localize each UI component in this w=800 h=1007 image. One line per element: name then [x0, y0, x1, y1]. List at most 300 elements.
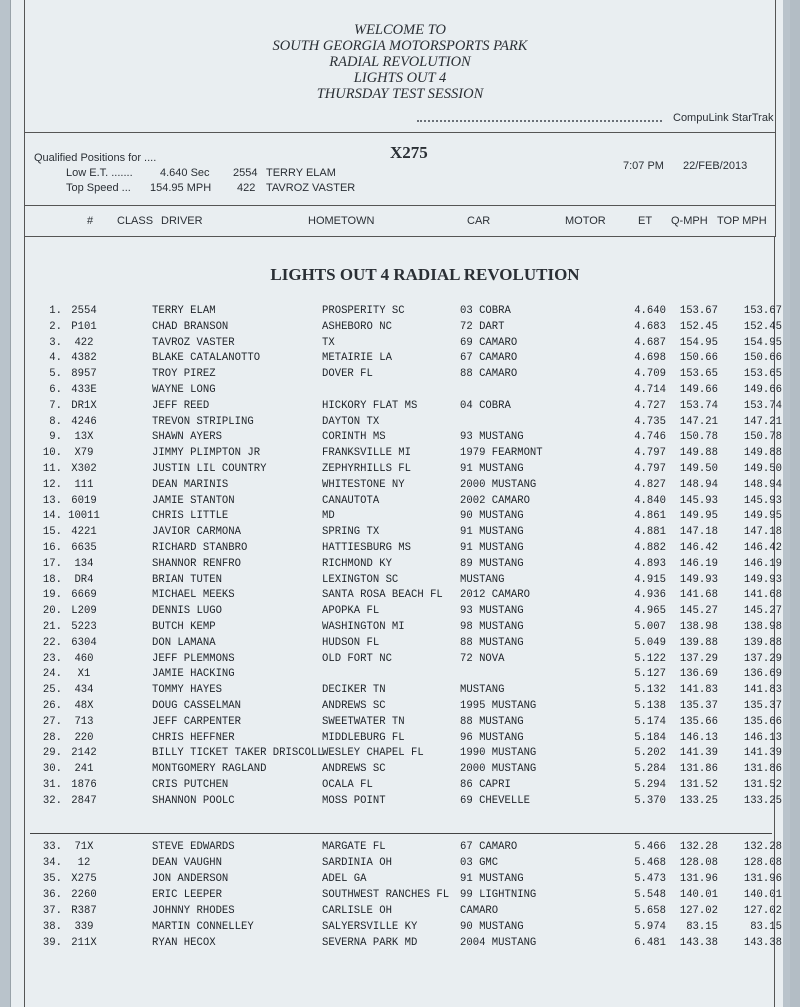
- row-et: 5.658: [634, 905, 666, 917]
- row-driver: SHANNON POOLC: [152, 795, 235, 807]
- row-driver: CHAD BRANSON: [152, 321, 229, 333]
- row-qmph: 127.02: [679, 905, 718, 917]
- row-qmph: 153.67: [679, 305, 718, 317]
- row-et: 5.466: [634, 841, 666, 853]
- row-position: 12.: [42, 479, 62, 491]
- row-qmph: 131.96: [679, 873, 718, 885]
- row-qmph: 143.38: [679, 937, 718, 949]
- row-et: 5.468: [634, 857, 666, 869]
- row-driver: TREVON STRIPLING: [152, 416, 254, 428]
- low-et-value: 4.640 Sec: [160, 167, 210, 179]
- top-speed-value: 154.95 MPH: [150, 182, 212, 194]
- row-hometown: SALYERSVILLE KY: [322, 921, 418, 933]
- table-row: [0, 653, 800, 669]
- row-position: 13.: [42, 495, 62, 507]
- row-position: 35.: [42, 873, 62, 885]
- dotted-rule: [417, 120, 662, 122]
- row-driver: BLAKE CATALANOTTO: [152, 352, 261, 364]
- row-et: 4.827: [634, 479, 666, 491]
- row-qmph: 149.95: [679, 510, 718, 522]
- table-row: [0, 337, 800, 353]
- table-row: [0, 463, 800, 479]
- row-et: 4.746: [634, 431, 666, 443]
- row-topmph: 141.68: [743, 589, 782, 601]
- row-car: 98 MUSTANG: [460, 621, 524, 633]
- row-topmph: 128.08: [743, 857, 782, 869]
- row-et: 5.184: [634, 732, 666, 744]
- row-hometown: DECIKER TN: [322, 684, 386, 696]
- row-car-number: 4246: [71, 416, 97, 428]
- row-topmph: 145.27: [743, 605, 782, 617]
- row-topmph: 131.96: [743, 873, 782, 885]
- row-position: 4.: [49, 352, 62, 364]
- row-car: 69 CAMARO: [460, 337, 518, 349]
- row-topmph: 148.94: [743, 479, 782, 491]
- time-stamp: 7:07 PM: [623, 160, 664, 172]
- row-car-number: 220: [74, 732, 94, 744]
- row-car-number: 13X: [74, 431, 94, 443]
- row-car-number: 422: [74, 337, 94, 349]
- row-topmph: 143.38: [743, 937, 782, 949]
- table-row: [0, 400, 800, 416]
- row-driver: MONTGOMERY RAGLAND: [152, 763, 267, 775]
- row-et: 5.294: [634, 779, 666, 791]
- row-car: 2002 CAMARO: [460, 495, 530, 507]
- row-position: 38.: [42, 921, 62, 933]
- row-car-number: 6635: [71, 542, 97, 554]
- row-driver: TROY PIREZ: [152, 368, 216, 380]
- row-topmph: 153.65: [743, 368, 782, 380]
- row-hometown: HUDSON FL: [322, 637, 380, 649]
- row-et: 5.202: [634, 747, 666, 759]
- row-driver: TOMMY HAYES: [152, 684, 222, 696]
- row-car-number: 6019: [71, 495, 97, 507]
- col-et: ET: [638, 215, 653, 227]
- row-topmph: 146.42: [743, 542, 782, 554]
- row-driver: JAMIE STANTON: [152, 495, 235, 507]
- row-et: 5.127: [634, 668, 666, 680]
- header-box: [24, 0, 776, 206]
- row-et: 4.882: [634, 542, 666, 554]
- row-car: 04 COBRA: [460, 400, 511, 412]
- row-hometown: TX: [322, 337, 335, 349]
- row-topmph: 146.13: [743, 732, 782, 744]
- row-car: 90 MUSTANG: [460, 921, 524, 933]
- row-car: 99 LIGHTNING: [460, 889, 537, 901]
- row-car-number: 4382: [71, 352, 97, 364]
- row-topmph: 145.93: [743, 495, 782, 507]
- row-car: 86 CAPRI: [460, 779, 511, 791]
- row-topmph: 149.66: [743, 384, 782, 396]
- row-qmph: 146.13: [679, 732, 718, 744]
- row-topmph: 149.50: [743, 463, 782, 475]
- row-car: 2000 MUSTANG: [460, 763, 537, 775]
- row-position: 16.: [42, 542, 62, 554]
- table-row: [0, 668, 800, 684]
- table-row: [0, 637, 800, 653]
- col-class: CLASS: [117, 215, 154, 227]
- row-car: 2012 CAMARO: [460, 589, 530, 601]
- row-car-number: X302: [71, 463, 97, 475]
- row-car: 93 MUSTANG: [460, 605, 524, 617]
- table-row: [0, 510, 800, 526]
- row-et: 4.709: [634, 368, 666, 380]
- row-car-number: 2847: [71, 795, 97, 807]
- row-driver: TAVROZ VASTER: [152, 337, 235, 349]
- row-position: 34.: [42, 857, 62, 869]
- row-qmph: 149.66: [679, 384, 718, 396]
- row-car-number: X1: [77, 668, 91, 680]
- row-et: 5.049: [634, 637, 666, 649]
- row-car-number: 2142: [71, 747, 97, 759]
- col-num: #: [87, 215, 94, 227]
- row-position: 36.: [42, 889, 62, 901]
- row-position: 23.: [42, 653, 62, 665]
- row-hometown: SOUTHWEST RANCHES FL: [322, 889, 450, 901]
- row-position: 39.: [42, 937, 62, 949]
- row-et: 5.174: [634, 716, 666, 728]
- table-row: [0, 747, 800, 763]
- row-topmph: 152.45: [743, 321, 782, 333]
- session-name: THURSDAY TEST SESSION: [316, 86, 484, 102]
- row-driver: BILLY TICKET TAKER DRISCOLL: [152, 747, 324, 759]
- row-et: 4.881: [634, 526, 666, 538]
- table-row: [0, 716, 800, 732]
- row-hometown: APOPKA FL: [322, 605, 380, 617]
- row-et: 5.370: [634, 795, 666, 807]
- row-car: 03 GMC: [460, 857, 499, 869]
- row-et: 4.714: [634, 384, 666, 396]
- row-car: 93 MUSTANG: [460, 431, 524, 443]
- row-position: 14.: [42, 510, 62, 522]
- row-hometown: FRANKSVILLE MI: [322, 447, 412, 459]
- row-topmph: 83.15: [750, 921, 782, 933]
- row-car: 1995 MUSTANG: [460, 700, 537, 712]
- row-car-number: 713: [74, 716, 94, 728]
- row-hometown: MIDDLEBURG FL: [322, 732, 405, 744]
- row-car: 90 MUSTANG: [460, 510, 524, 522]
- column-header-bar: [24, 206, 776, 237]
- row-qmph: 153.65: [679, 368, 718, 380]
- row-position: 30.: [42, 763, 62, 775]
- top-speed-driver: TAVROZ VASTER: [266, 182, 356, 194]
- row-topmph: 146.19: [743, 558, 782, 570]
- table-row: [0, 905, 800, 921]
- row-qmph: 83.15: [686, 921, 718, 933]
- col-driver: DRIVER: [161, 215, 203, 227]
- row-topmph: 147.21: [743, 416, 782, 428]
- table-row: [0, 732, 800, 748]
- row-position: 5.: [49, 368, 62, 380]
- table-row: [0, 621, 800, 637]
- row-car-number: 10011: [68, 510, 100, 522]
- row-driver: JEFF PLEMMONS: [152, 653, 235, 665]
- col-topmph: TOP MPH: [717, 215, 767, 227]
- row-position: 26.: [42, 700, 62, 712]
- row-et: 4.893: [634, 558, 666, 570]
- date-stamp: 22/FEB/2013: [683, 160, 748, 172]
- table-row: [0, 605, 800, 621]
- row-topmph: 141.83: [743, 684, 782, 696]
- row-driver: JOHNNY RHODES: [152, 905, 235, 917]
- table-row: [0, 779, 800, 795]
- row-qmph: 152.45: [679, 321, 718, 333]
- row-position: 27.: [42, 716, 62, 728]
- row-position: 24.: [42, 668, 62, 680]
- row-hometown: OCALA FL: [322, 779, 373, 791]
- row-driver: MICHAEL MEEKS: [152, 589, 235, 601]
- table-row: [0, 889, 800, 905]
- row-et: 4.797: [634, 463, 666, 475]
- row-car: CAMARO: [460, 905, 499, 917]
- row-qmph: 149.50: [679, 463, 718, 475]
- low-et-label: Low E.T. .......: [66, 167, 133, 179]
- row-position: 33.: [42, 841, 62, 853]
- row-car-number: DR4: [74, 574, 94, 586]
- row-et: 4.797: [634, 447, 666, 459]
- row-car: 91 MUSTANG: [460, 542, 524, 554]
- row-qmph: 145.93: [679, 495, 718, 507]
- row-driver: SHAWN AYERS: [152, 431, 222, 443]
- row-position: 21.: [42, 621, 62, 633]
- row-topmph: 153.74: [743, 400, 782, 412]
- row-qmph: 150.66: [679, 352, 718, 364]
- row-topmph: 150.78: [743, 431, 782, 443]
- row-et: 6.481: [634, 937, 666, 949]
- row-position: 11.: [42, 463, 62, 475]
- row-position: 19.: [42, 589, 62, 601]
- row-et: 4.698: [634, 352, 666, 364]
- row-hometown: OLD FORT NC: [322, 653, 392, 665]
- row-car-number: X79: [74, 447, 94, 459]
- row-position: 20.: [42, 605, 62, 617]
- row-car: 03 COBRA: [460, 305, 511, 317]
- row-position: 17.: [42, 558, 62, 570]
- row-et: 5.132: [634, 684, 666, 696]
- row-topmph: 154.95: [743, 337, 782, 349]
- row-topmph: 149.93: [743, 574, 782, 586]
- row-driver: STEVE EDWARDS: [152, 841, 235, 853]
- row-car: 91 MUSTANG: [460, 463, 524, 475]
- row-topmph: 147.18: [743, 526, 782, 538]
- col-hometown: HOMETOWN: [308, 215, 375, 227]
- row-driver: JEFF CARPENTER: [152, 716, 242, 728]
- row-car: 2000 MUSTANG: [460, 479, 537, 491]
- row-qmph: 139.88: [679, 637, 718, 649]
- row-car: 72 DART: [460, 321, 505, 333]
- row-qmph: 154.95: [679, 337, 718, 349]
- top-speed-label: Top Speed ...: [66, 182, 131, 194]
- row-car: 88 MUSTANG: [460, 716, 524, 728]
- row-et: 4.640: [634, 305, 666, 317]
- row-hometown: SWEETWATER TN: [322, 716, 405, 728]
- row-position: 18.: [42, 574, 62, 586]
- row-qmph: 140.01: [679, 889, 718, 901]
- row-qmph: 131.86: [679, 763, 718, 775]
- row-qmph: 132.28: [679, 841, 718, 853]
- row-car: 88 CAMARO: [460, 368, 518, 380]
- row-car-number: 433E: [71, 384, 97, 396]
- row-car: MUSTANG: [460, 574, 505, 586]
- welcome-line: WELCOME TO: [354, 22, 446, 38]
- row-driver: RICHARD STANBRO: [152, 542, 248, 554]
- row-position: 7.: [49, 400, 62, 412]
- row-qmph: 141.68: [679, 589, 718, 601]
- row-et: 5.974: [634, 921, 666, 933]
- row-position: 31.: [42, 779, 62, 791]
- row-driver: JEFF REED: [152, 400, 210, 412]
- row-hometown: METAIRIE LA: [322, 352, 392, 364]
- row-driver: CRIS PUTCHEN: [152, 779, 229, 791]
- track-name: SOUTH GEORGIA MOTORSPORTS PARK: [272, 38, 528, 54]
- row-driver: DENNIS LUGO: [152, 605, 222, 617]
- row-car-number: 211X: [71, 937, 97, 949]
- table-row: [0, 873, 800, 889]
- row-car-number: 134: [74, 558, 94, 570]
- header-divider: [25, 132, 775, 133]
- row-topmph: 153.67: [743, 305, 782, 317]
- table-row: [0, 558, 800, 574]
- row-car-number: 6304: [71, 637, 97, 649]
- row-topmph: 131.86: [743, 763, 782, 775]
- col-motor: MOTOR: [565, 215, 606, 227]
- row-driver: WAYNE LONG: [152, 384, 216, 396]
- row-hometown: LEXINGTON SC: [322, 574, 399, 586]
- table-row: [0, 431, 800, 447]
- row-qmph: 138.98: [679, 621, 718, 633]
- row-qmph: 149.93: [679, 574, 718, 586]
- row-qmph: 148.94: [679, 479, 718, 491]
- row-topmph: 138.98: [743, 621, 782, 633]
- row-car-number: 8957: [71, 368, 97, 380]
- row-car-number: L209: [71, 605, 97, 617]
- row-car: 67 CAMARO: [460, 841, 518, 853]
- row-et: 5.138: [634, 700, 666, 712]
- row-driver: DOUG CASSELMAN: [152, 700, 242, 712]
- row-position: 15.: [42, 526, 62, 538]
- row-qmph: 150.78: [679, 431, 718, 443]
- row-hometown: ZEPHYRHILLS FL: [322, 463, 412, 475]
- row-car: MUSTANG: [460, 684, 505, 696]
- low-et-number: 2554: [233, 167, 258, 179]
- row-topmph: 131.52: [743, 779, 782, 791]
- welcome-block: [25, 22, 775, 102]
- row-hometown: WHITESTONE NY: [322, 479, 405, 491]
- row-hometown: HATTIESBURG MS: [322, 542, 412, 554]
- table-row: [0, 352, 800, 368]
- table-row: [0, 321, 800, 337]
- row-et: 5.122: [634, 653, 666, 665]
- row-qmph: 147.21: [679, 416, 718, 428]
- row-car: 67 CAMARO: [460, 352, 518, 364]
- row-qmph: 147.18: [679, 526, 718, 538]
- row-qmph: 136.69: [679, 668, 718, 680]
- row-hometown: ANDREWS SC: [322, 763, 386, 775]
- row-hometown: SEVERNA PARK MD: [322, 937, 418, 949]
- qualified-label: Qualified Positions for ....: [34, 152, 157, 164]
- row-et: 5.548: [634, 889, 666, 901]
- table-row: [0, 384, 800, 400]
- table-row: [0, 857, 800, 873]
- row-et: 4.936: [634, 589, 666, 601]
- row-et: 4.840: [634, 495, 666, 507]
- table-row: [0, 526, 800, 542]
- row-qmph: 153.74: [679, 400, 718, 412]
- row-qmph: 146.19: [679, 558, 718, 570]
- row-car-number: 48X: [74, 700, 94, 712]
- row-position: 6.: [49, 384, 62, 396]
- row-car-number: DR1X: [71, 400, 97, 412]
- row-hometown: ADEL GA: [322, 873, 367, 885]
- row-driver: DEAN VAUGHN: [152, 857, 222, 869]
- table-row: [0, 937, 800, 953]
- row-position: 25.: [42, 684, 62, 696]
- row-driver: DON LAMANA: [152, 637, 216, 649]
- row-driver: BRIAN TUTEN: [152, 574, 222, 586]
- row-hometown: MARGATE FL: [322, 841, 386, 853]
- row-car: 2004 MUSTANG: [460, 937, 537, 949]
- row-position: 32.: [42, 795, 62, 807]
- row-qmph: 145.27: [679, 605, 718, 617]
- row-hometown: CORINTH MS: [322, 431, 386, 443]
- row-et: 4.683: [634, 321, 666, 333]
- table-row: [0, 589, 800, 605]
- row-topmph: 135.37: [743, 700, 782, 712]
- row-car: 91 MUSTANG: [460, 873, 524, 885]
- table-row: [0, 305, 800, 321]
- row-hometown: ASHEBORO NC: [322, 321, 392, 333]
- row-car-number: 6669: [71, 589, 97, 601]
- row-qmph: 135.37: [679, 700, 718, 712]
- row-hometown: CARLISLE OH: [322, 905, 392, 917]
- row-position: 29.: [42, 747, 62, 759]
- row-car: 1990 MUSTANG: [460, 747, 537, 759]
- row-driver: DEAN MARINIS: [152, 479, 229, 491]
- col-car: CAR: [467, 215, 491, 227]
- row-driver: SHANNOR RENFRO: [152, 558, 242, 570]
- row-topmph: 141.39: [743, 747, 782, 759]
- row-hometown: WASHINGTON MI: [322, 621, 405, 633]
- row-hometown: RICHMOND KY: [322, 558, 392, 570]
- row-car-number: 12: [77, 857, 91, 869]
- row-qmph: 146.42: [679, 542, 718, 554]
- row-car-number: X275: [71, 873, 97, 885]
- row-driver: RYAN HECOX: [152, 937, 216, 949]
- row-hometown: MOSS POINT: [322, 795, 386, 807]
- row-car-number: 111: [74, 479, 94, 491]
- row-driver: CHRIS HEFFNER: [152, 732, 235, 744]
- table-row: [0, 368, 800, 384]
- row-driver: JAMIE HACKING: [152, 668, 235, 680]
- row-topmph: 136.69: [743, 668, 782, 680]
- row-topmph: 149.95: [743, 510, 782, 522]
- row-et: 5.473: [634, 873, 666, 885]
- table-row: [0, 479, 800, 495]
- row-position: 28.: [42, 732, 62, 744]
- row-position: 37.: [42, 905, 62, 917]
- row-topmph: 135.66: [743, 716, 782, 728]
- class-title: X275: [390, 143, 428, 162]
- row-et: 4.727: [634, 400, 666, 412]
- row-car-number: 71X: [74, 841, 94, 853]
- table-row: [0, 542, 800, 558]
- results-title: LIGHTS OUT 4 RADIAL REVOLUTION: [270, 265, 580, 284]
- row-topmph: 139.88: [743, 637, 782, 649]
- row-position: 8.: [49, 416, 62, 428]
- table-row: [0, 495, 800, 511]
- row-qmph: 141.83: [679, 684, 718, 696]
- row-qmph: 135.66: [679, 716, 718, 728]
